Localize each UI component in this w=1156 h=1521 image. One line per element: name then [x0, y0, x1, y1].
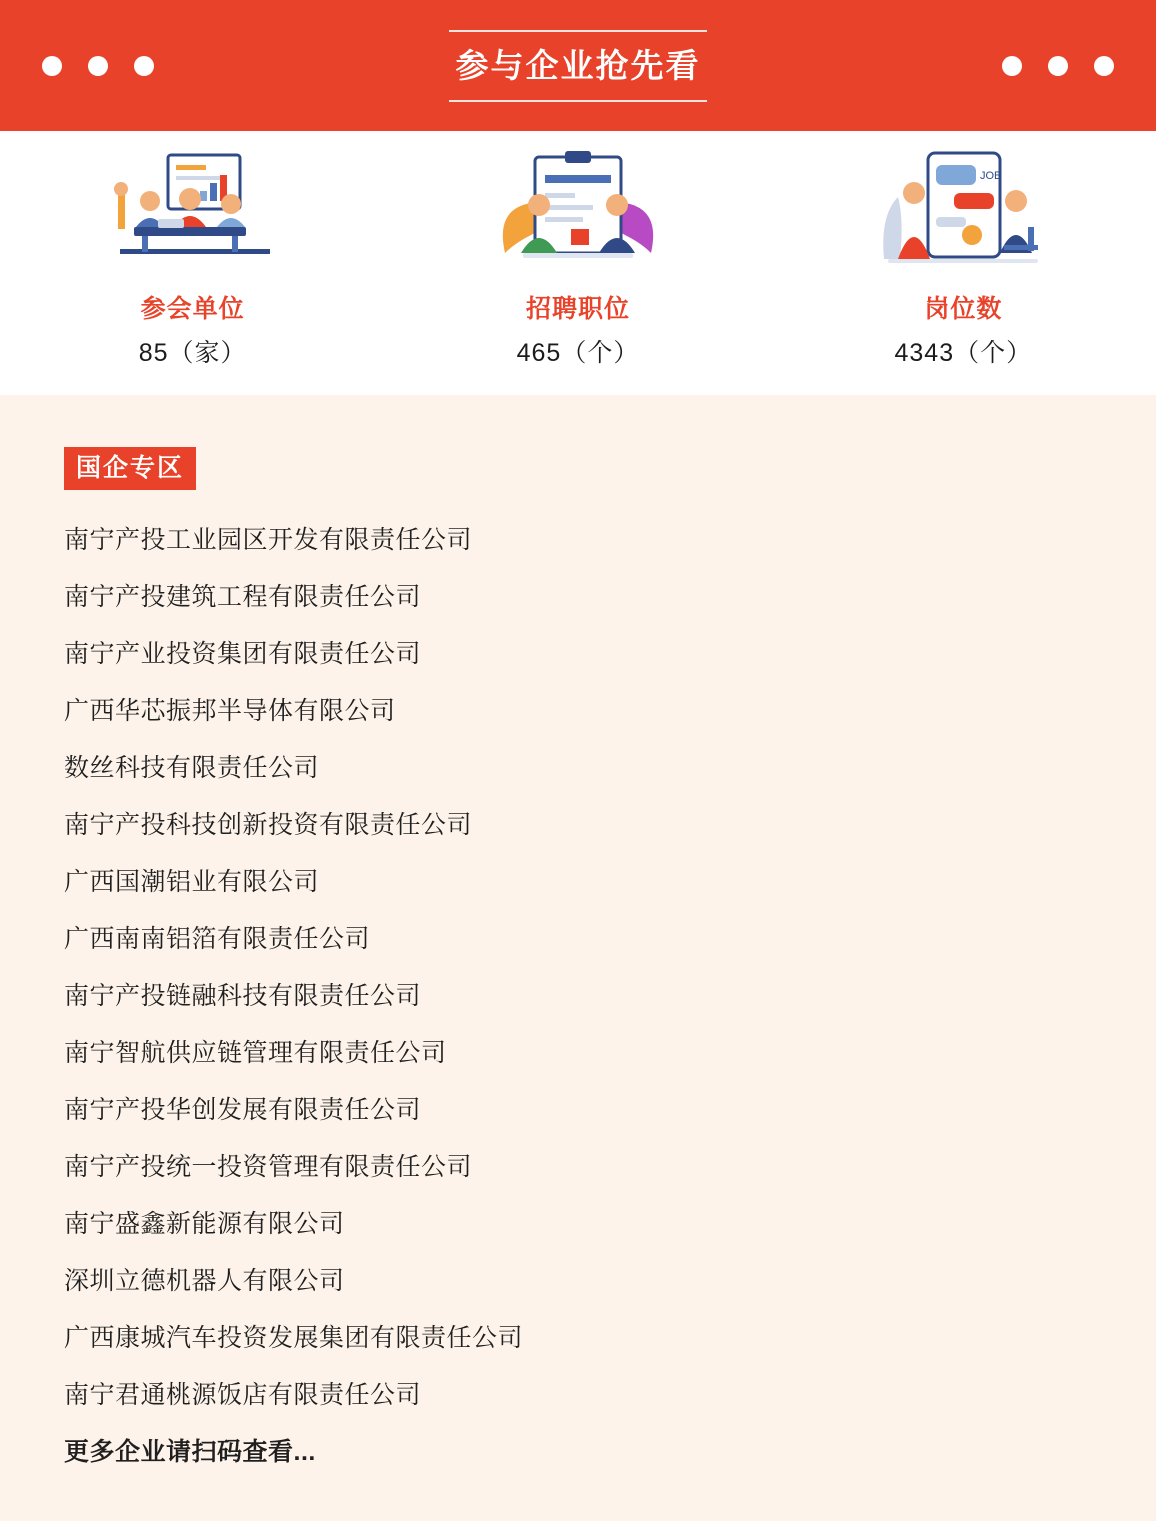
company-list-panel: [0, 395, 1156, 1521]
list-item[interactable]: 南宁产投建筑工程有限责任公司: [64, 583, 422, 611]
dot-icon: [1002, 56, 1022, 76]
stat-title: 岗位数: [924, 295, 1003, 323]
list-item[interactable]: 广西南南铝箔有限责任公司: [64, 925, 371, 953]
dot-icon: [1048, 56, 1068, 76]
list-item[interactable]: 南宁产业投资集团有限责任公司: [64, 640, 422, 668]
dot-icon: [42, 56, 62, 76]
dot-icon: [88, 56, 108, 76]
stat-value: 85（家）: [138, 339, 247, 367]
stat-card-participating-units: [0, 149, 385, 369]
list-item[interactable]: 广西华芯振邦半导体有限公司: [64, 697, 396, 725]
stat-value: 465（个）: [516, 339, 640, 367]
list-item[interactable]: 深圳立德机器人有限公司: [64, 1267, 345, 1295]
header-title-frame: [414, 30, 743, 102]
list-item[interactable]: 数丝科技有限责任公司: [64, 754, 320, 782]
clipboard-recruit-icon: [483, 149, 673, 279]
list-item[interactable]: 南宁产投华创发展有限责任公司: [64, 1096, 422, 1124]
stats-row: [0, 131, 1156, 395]
list-item[interactable]: 南宁产投链融科技有限责任公司: [64, 982, 422, 1010]
list-item[interactable]: 南宁产投科技创新投资有限责任公司: [64, 811, 473, 839]
list-item[interactable]: 南宁盛鑫新能源有限公司: [64, 1210, 345, 1238]
dot-icon: [1094, 56, 1114, 76]
stat-card-recruiting-positions: [385, 149, 770, 369]
stat-card-job-count: [771, 149, 1156, 369]
stat-title: 参会单位: [140, 295, 245, 323]
list-item[interactable]: 广西康城汽车投资发展集团有限责任公司: [64, 1324, 524, 1352]
dot-icon: [134, 56, 154, 76]
list-item[interactable]: 南宁产投工业园区开发有限责任公司: [64, 526, 473, 554]
status-badge: 国企专区: [64, 447, 196, 490]
company-list: [0, 512, 1156, 1424]
mobile-job-icon: [868, 149, 1058, 279]
list-item[interactable]: 南宁产投统一投资管理有限责任公司: [64, 1153, 473, 1181]
stat-value: 4343（个）: [894, 339, 1033, 367]
header-banner: [0, 0, 1156, 131]
page-title: 参与企业抢先看: [455, 46, 701, 84]
list-item[interactable]: 南宁智航供应链管理有限责任公司: [64, 1039, 447, 1067]
header-dots-right: [1002, 56, 1114, 76]
list-item[interactable]: 南宁君通桃源饭店有限责任公司: [64, 1381, 422, 1409]
list-item[interactable]: 广西国潮铝业有限公司: [64, 868, 320, 896]
header-dots-left: [42, 56, 154, 76]
stat-title: 招聘职位: [525, 295, 630, 323]
more-companies-note: 更多企业请扫码查看...: [64, 1438, 316, 1466]
svg-text:JOB: JOB: [980, 170, 1002, 182]
team-meeting-icon: [98, 149, 288, 279]
